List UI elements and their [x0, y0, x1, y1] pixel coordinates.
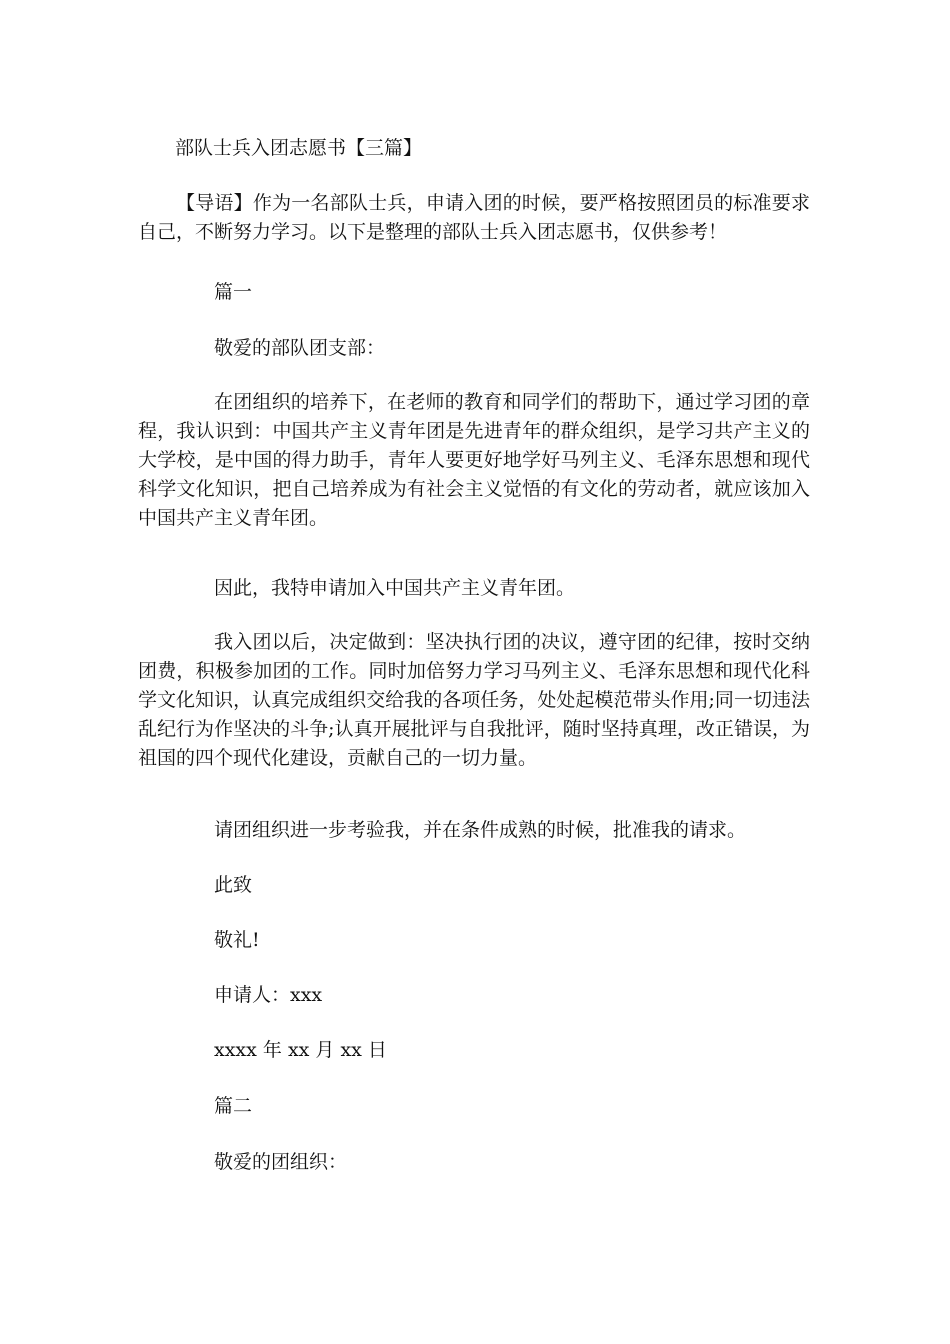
part1-paragraph-1: 在团组织的培养下，在老师的教育和同学们的帮助下，通过学习团的章程，我认识到：中国共产主义青年团是先进青年的群众组织，是学习共产主义的大学校，是中国的得力助手，青年人要更好地学好马列主义、毛泽东思想和现代科学文化知识，把自己培养成为有社会主义觉悟的有文化的劳动者，就应该加入中国共产主义青年团。 [138, 391, 810, 529]
date-line: xxxx 年 xx 月 xx 日 [214, 1039, 387, 1061]
part1-paragraph-3: 我入团以后，决定做到：坚决执行团的决议，遵守团的纪律，按时交纳团费，积极参加团的工作。同时加倍努力学习马列主义、毛泽东思想和现代化科学文化知识，认真完成组织交给我的各项任务，处处起模范带头作用;同一切违法乱纪行为作坚决的斗争;认真开展批评与自我批评，随时坚持真理，改正错误，为祖国的四个现代化建设，贡献自己的一切力量。 [138, 631, 810, 769]
part1-heading: 篇一 [214, 281, 253, 303]
applicant-line: 申请人：xxx [214, 984, 323, 1006]
part1-paragraph-2: 因此，我特申请加入中国共产主义青年团。 [214, 577, 576, 599]
document-title: 部队士兵入团志愿书【三篇】 [175, 137, 423, 159]
part2-salutation: 敬爱的团组织： [214, 1151, 348, 1173]
closing-line-2: 敬礼! [214, 929, 260, 951]
closing-line-1: 此致 [214, 874, 253, 896]
part2-heading: 篇二 [214, 1095, 253, 1117]
part1-paragraph-4: 请团组织进一步考验我，并在条件成熟的时候，批准我的请求。 [214, 819, 747, 841]
intro-paragraph: 【导语】作为一名部队士兵，申请入团的时候，要严格按照团员的标准要求自己，不断努力学习。以下是整理的部队士兵入团志愿书，仅供参考！ [138, 192, 810, 243]
part1-salutation: 敬爱的部队团支部： [214, 337, 386, 359]
